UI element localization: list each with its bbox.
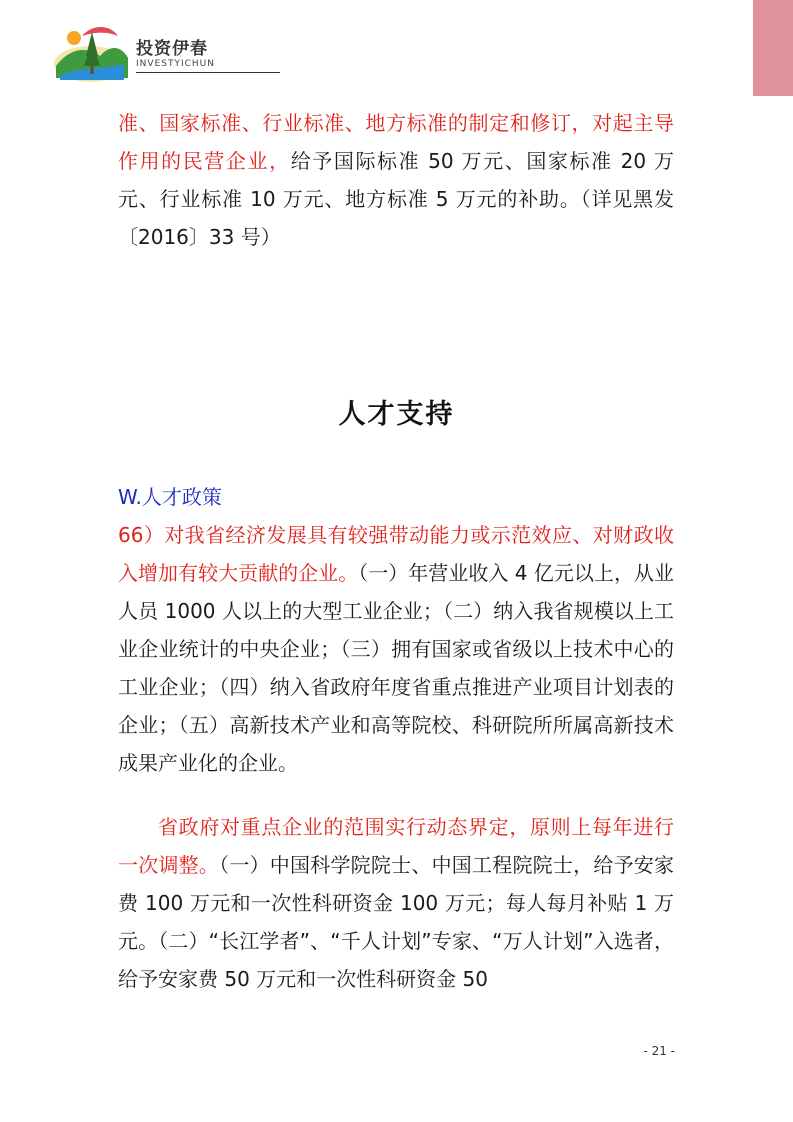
- highlighted-text: 准、国家标准、行业标准、地方标准的制定和修订，对起主导作用的民营企业，: [118, 111, 674, 173]
- body-text: （一）年营业收入 4 亿元以上，从业人员 1000 人以上的大型工业企业；（二）纳入我省规模以上工业企业统计的中央企业；（三）拥有国家或省级以上技术中心的工业企业；（四）纳入省政府年度省重点推进产业项目计划表的企业；（五）高新技术产业和高等院校、科研院所所属高新技术成果产业化的企业。: [118, 561, 674, 775]
- subheading-block: [118, 478, 674, 516]
- paragraph-text: [118, 808, 674, 998]
- paragraph-talent-subsidy: [118, 808, 674, 998]
- brand-name: 投资伊春: [136, 39, 208, 59]
- subheading: W.人才政策: [118, 485, 222, 509]
- section-title: 人才支持: [338, 399, 455, 430]
- paragraph-standards-subsidy: [118, 104, 674, 256]
- header: [52, 22, 292, 92]
- corner-tab: [753, 0, 793, 96]
- investyichun-logo: [52, 22, 130, 86]
- highlighted-text: 66）对我省经济发展具有较强带动能力或示范效应、对财政收入增加有较大贡献的企业。: [118, 523, 674, 585]
- highlighted-text: 省政府对重点企业的范围实行动态界定，原则上每年进行一次调整。: [118, 815, 674, 877]
- body-text: （一）中国科学院院士、中国工程院院士，给予安家费 100 万元和一次性科研资金 100 万元；每人每月补贴 1 万元。（二）“长江学者”、“千人计划”专家、“万人计划”入选者，给予安家费 50 万元和一次性科研资金 50: [118, 853, 675, 991]
- body-text: 给予国际标准 50 万元、国家标准 20 万元、行业标准 10 万元、地方标准 5 万元的补助。（详见黑发〔2016〕33 号）: [118, 149, 675, 249]
- header-rule: [136, 72, 280, 73]
- paragraph-text: [118, 516, 674, 782]
- paragraph-text: [118, 104, 674, 256]
- page-number: - 21 -: [643, 1044, 675, 1058]
- brand-name-english: INVESTYICHUN: [136, 59, 215, 69]
- paragraph-key-enterprises: [118, 516, 674, 782]
